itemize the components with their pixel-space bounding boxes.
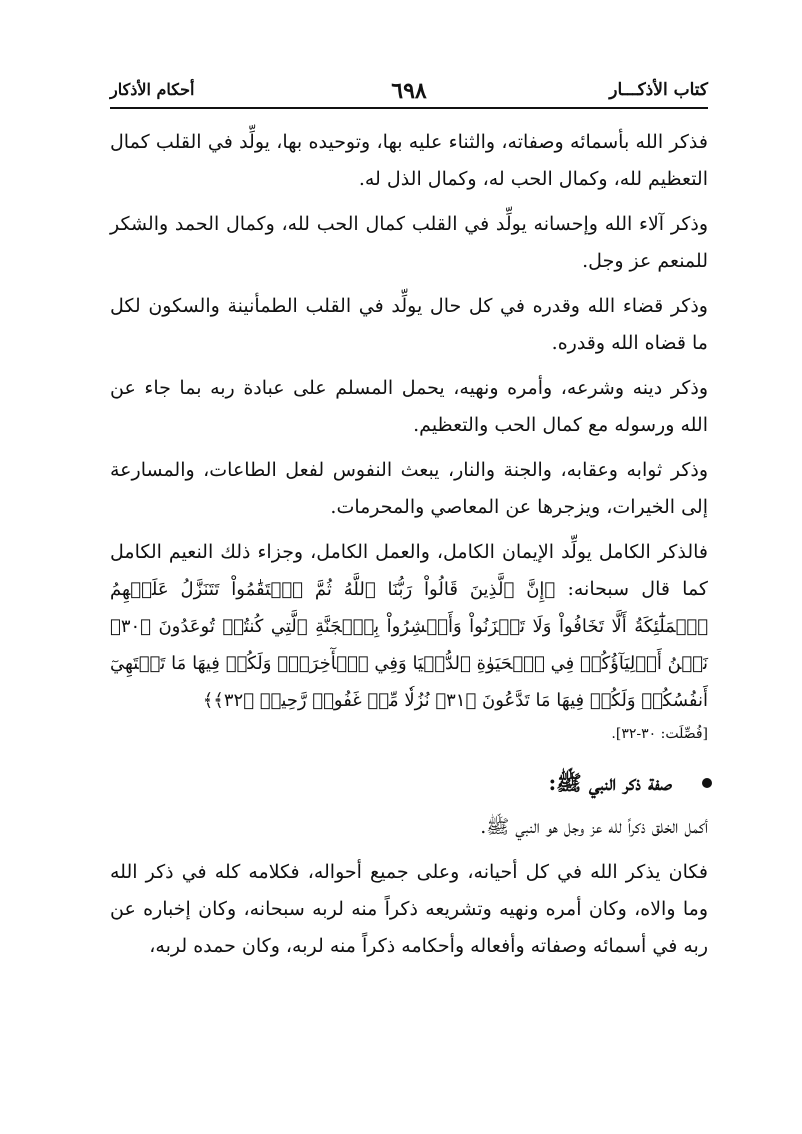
book-title: كتاب الأذكـــار xyxy=(609,80,708,100)
closing-paragraph xyxy=(110,534,708,719)
paragraph: فكان يذكر الله في كل أحيانه، وعلى جميع أحواله، فكلامه كله في ذكر الله وما والاه، وكان أمره ونهيه وتشريعه ذكراً منه لربه سبحانه، وكان إخباره عن ربه في أسمائه وصفاته وأفعاله وأحكامه ذكراً منه لربه، وكان حمده لربه، xyxy=(110,861,708,957)
page-body xyxy=(110,124,708,973)
paragraph: فذكر الله بأسمائه وصفاته، والثناء عليه بها، وتوحيده بها، يولِّد في القلب كمال التعظيم لله، وكمال الحب له، وكمال الذل له. xyxy=(110,131,708,190)
quran-verse: ﴿إِنَّ ٱلَّذِينَ قَالُواْ رَبُّنَا ٱللَّهُ ثُمَّ ٱسۡتَقَٰمُواْ تَتَنَزَّلُ عَلَيۡهِمُ ٱلۡمَلَٰٓئِكَةُ أَلَّا تَخَافُواْ وَلَا تَحۡزَنُواْ وَأَبۡشِرُواْ بِٱلۡجَنَّةِ ٱلَّتِي كُنتُمۡ تُوعَدُونَ ﴿٣٠﴾ نَحۡنُ أَوۡلِيَآؤُكُمۡ فِي ٱلۡحَيَوٰةِ ٱلدُّنۡيَا وَفِي ٱلۡأٓخِرَةِۖ وَلَكُمۡ فِيهَا مَا تَشۡتَهِيٓ أَنفُسُكُمۡ وَلَكُمۡ فِيهَا مَا تَدَّعُونَ ﴿٣١﴾ نُزُلٗا مِّنۡ غَفُورٖ رَّحِيمٖ ﴿٣٢﴾﴾ xyxy=(110,579,708,711)
paragraph: وذكر آلاء الله وإحسانه يولِّد في القلب كمال الحب لله، وكمال الحمد والشكر للمنعم عز وجل. xyxy=(110,213,708,272)
bullet-icon xyxy=(702,778,712,788)
verse-reference: [فُصِّلَت: ٣٠-٣٢]. xyxy=(611,726,708,742)
paragraph: وذكر دينه وشرعه، وأمره ونهيه، يحمل المسلم على عبادة ربه بما جاء عن الله ورسوله مع كمال الحب والتعظيم. xyxy=(110,377,708,436)
page-number: ٦٩٨ xyxy=(391,78,427,104)
section-title: صفة ذكر النبي ﷺ: xyxy=(548,770,672,795)
header-rule xyxy=(110,107,708,109)
chapter-title: أحكام الأذكار xyxy=(110,80,195,99)
paragraph: وذكر ثوابه وعقابه، والجنة والنار، يبعث النفوس لفعل الطاعات، والمسارعة إلى الخيرات، ويزجرها عن المعاصي والمحرمات. xyxy=(110,459,708,518)
running-header xyxy=(110,80,708,106)
paragraph: أكمل الخلق ذكراً لله عز وجل هو النبي ﷺ. xyxy=(480,816,708,838)
closing-intro: فالذكر الكامل يولِّد الإيمان الكامل، والعمل الكامل، وجزاء ذلك النعيم الكامل كما قال سبحانه: xyxy=(110,541,708,600)
paragraph: وذكر قضاء الله وقدره في كل حال يولِّد في القلب الطمأنينة والسكون لكل ما قضاه الله وقدره. xyxy=(110,295,708,354)
section-heading xyxy=(110,763,708,803)
